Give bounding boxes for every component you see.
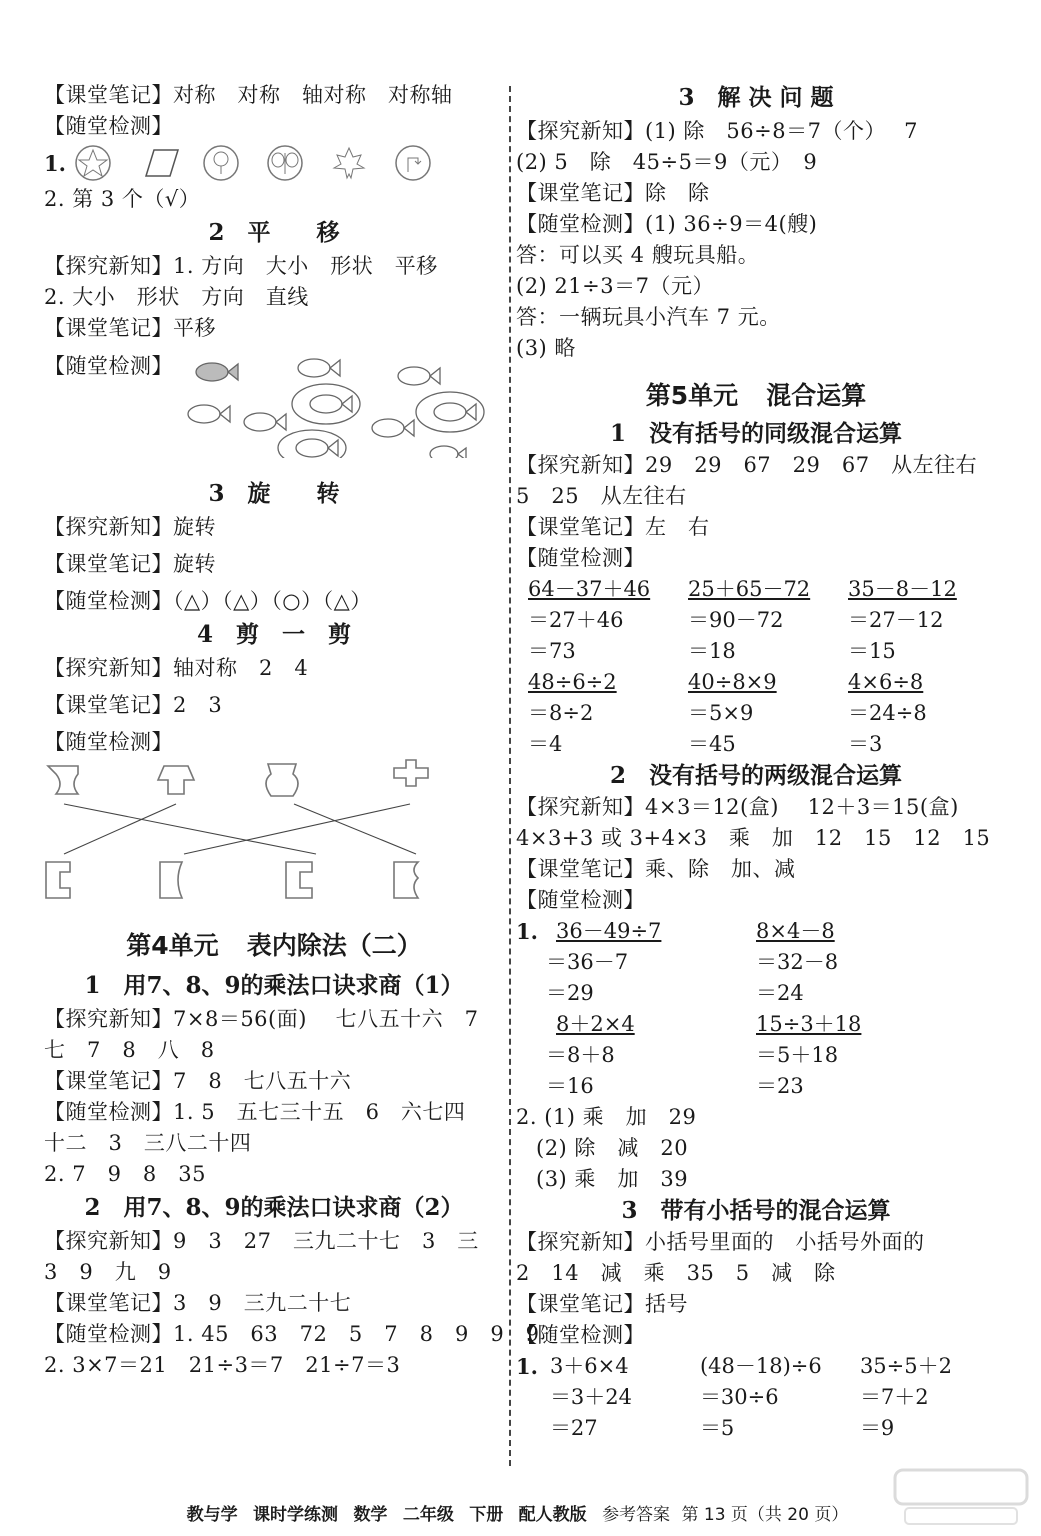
text-line: 3 9 九 9 <box>44 1260 172 1284</box>
text-line: 【探究新知】9 3 27 三九二十七 3 三 <box>44 1229 479 1253</box>
calc-step: ＝7＋2 <box>859 1385 929 1409</box>
calc-step: 4×6÷8 <box>848 670 924 694</box>
text-line: 【随堂检测】(1) 36÷9＝4(艘) <box>516 212 818 236</box>
footer-page-number: 第 13 页（共 20 页） <box>681 1505 849 1525</box>
text-line: 答：一辆玩具小汽车 7 元。 <box>516 305 781 329</box>
section-title: 3 带有小括号的混合运算 <box>621 1197 891 1224</box>
item-number: 1. <box>516 919 538 944</box>
calc-step: 64－37＋46 <box>528 577 651 601</box>
text-line: 2. (1) 乘 加 29 <box>516 1105 697 1129</box>
calc-step: ＝18 <box>688 639 736 663</box>
calc-step: 8×4－8 <box>756 919 835 943</box>
text-line: 【课堂笔记】括号 <box>516 1292 688 1316</box>
section-title: 2 用7、8、9的乘法口诀求商（2） <box>84 1194 464 1221</box>
text-line: 十二 3 三八二十四 <box>44 1131 252 1155</box>
unit-number: 第4单元 <box>126 931 219 960</box>
section-title: 2 平 移 <box>208 219 340 246</box>
calc-step: ＝9 <box>859 1416 895 1440</box>
text-line: 【探究新知】29 29 67 29 67 从左往右 <box>516 453 978 477</box>
calc-block-3 <box>516 1351 996 1444</box>
text-line: 【随堂检测】（△）（△）（○）（△） <box>44 589 372 613</box>
unit-name: 表内除法（二） <box>246 931 422 960</box>
text-line: 【课堂笔记】旋转 <box>44 552 216 576</box>
calc-step: ＝27 <box>549 1416 598 1440</box>
footer-series: 课时学练测 <box>253 1505 339 1525</box>
calc-step: ＝8＋8 <box>546 1043 615 1067</box>
text-line: 5 25 从左往右 <box>516 484 687 508</box>
text-line: 【随堂检测】 <box>44 353 173 378</box>
calc-step: ＝5 <box>699 1416 735 1440</box>
watermark-logo-icon <box>891 1466 1031 1528</box>
maple-leaf-figure-icon <box>326 144 372 182</box>
parallelogram-figure-icon <box>134 144 180 182</box>
calc-step: ＝73 <box>528 639 576 663</box>
text-line: 2. 大小 形状 方向 直线 <box>44 285 309 309</box>
footer-label: 参考答案 <box>602 1505 671 1525</box>
calc-step: ＝15 <box>848 639 896 663</box>
cut-pattern-matching-figure <box>44 758 504 908</box>
calc-step: ＝27＋46 <box>528 608 624 632</box>
text-line: 4×3+3 或 3+4×3 乘 加 12 15 12 15 <box>516 826 991 850</box>
text-line: 【课堂笔记】对称 对称 轴对称 对称轴 <box>44 83 453 107</box>
text-line: 【随堂检测】 <box>516 1323 645 1347</box>
text-line: 答：可以买 4 艘玩具船。 <box>516 243 760 267</box>
text-line: (3) 略 <box>516 336 576 360</box>
calc-step: 15÷3＋18 <box>756 1012 862 1036</box>
calc-step: ＝5＋18 <box>756 1043 839 1067</box>
calc-step: 8＋2×4 <box>556 1012 635 1036</box>
right-column <box>516 80 996 1444</box>
text-line: 【随堂检测】 <box>44 730 173 754</box>
calc-step: ＝24÷8 <box>848 701 927 725</box>
text-line: 【随堂检测】 <box>516 888 645 912</box>
calc-step: ＝29 <box>546 981 594 1005</box>
text-line: 【课堂笔记】左 右 <box>516 515 710 539</box>
section-title: 3 解 决 问 题 <box>678 84 834 111</box>
left-column <box>44 80 540 1381</box>
text-line: 【探究新知】轴对称 2 4 <box>44 656 309 680</box>
text-line: 【探究新知】小括号里面的 小括号外面的 <box>516 1230 925 1254</box>
unit-number: 第5单元 <box>645 381 739 410</box>
text-line: (2) 21÷3＝7（元） <box>516 274 714 298</box>
calc-step: ＝5×9 <box>688 701 754 725</box>
text-line: 【随堂检测】1. 45 63 72 5 7 8 9 9 9 <box>44 1322 540 1346</box>
footer-brand: 教与学 <box>186 1505 238 1525</box>
text-line: 【课堂笔记】2 3 <box>44 693 223 717</box>
calc-step: ＝36－7 <box>546 950 629 974</box>
text-line: 【探究新知】旋转 <box>44 515 216 539</box>
star-figure-icon <box>70 144 116 182</box>
text-line: 【课堂笔记】乘、除 加、减 <box>516 857 796 881</box>
butterfly-figure-icon <box>262 144 308 182</box>
text-line: 【课堂笔记】平移 <box>44 316 216 340</box>
calc-grid-2 <box>546 916 966 1102</box>
text-line: (3) 乘 加 39 <box>536 1167 689 1191</box>
symmetry-figures-row <box>44 142 504 184</box>
item-number: 1. <box>44 150 66 176</box>
unit-title <box>516 374 996 418</box>
text-line: 2. 7 9 8 35 <box>44 1162 207 1186</box>
text-line: 2. 3×7＝21 21÷3＝7 21÷7＝3 <box>44 1353 401 1377</box>
calc-step: ＝90－72 <box>688 608 784 632</box>
calc-step: ＝4 <box>528 732 563 756</box>
item-number: 1. <box>516 1354 538 1379</box>
footer-edition: 配人教版 <box>518 1505 587 1525</box>
text-line: (2) 除 减 20 <box>536 1136 689 1160</box>
section-title: 4 剪 一 剪 <box>196 621 351 648</box>
unit-title <box>44 924 504 968</box>
section-title: 1 没有括号的同级混合运算 <box>609 420 902 447</box>
text-line: (2) 5 除 45÷5＝9（元） 9 <box>516 150 818 174</box>
calc-block-2 <box>516 916 996 1102</box>
calc-step: 3＋6×4 <box>549 1354 629 1378</box>
footer-grade: 二年级 <box>402 1505 454 1525</box>
unit-name: 混合运算 <box>766 381 867 410</box>
calc-step: ＝3＋24 <box>549 1385 633 1409</box>
calc-step: 35÷5＋2 <box>859 1354 952 1378</box>
tree-figure-icon <box>198 144 244 182</box>
sign-figure-icon <box>390 144 436 182</box>
column-divider <box>509 86 511 1466</box>
calc-step: 35－8－12 <box>848 577 957 601</box>
section-title: 3 旋 转 <box>208 480 340 507</box>
text-line: 【课堂笔记】7 8 七八五十六 <box>44 1069 352 1093</box>
text-line: 【随堂检测】1. 5 五七三十五 6 六七四 <box>44 1100 466 1124</box>
text-line: 【随堂检测】 <box>516 546 645 570</box>
section-title: 2 没有括号的两级混合运算 <box>609 762 902 789</box>
text-line: 2. 第 3 个（√） <box>44 187 201 211</box>
text-line: 七 7 8 八 8 <box>44 1038 215 1062</box>
calc-step: ＝16 <box>546 1074 594 1098</box>
calc-grid-3 <box>538 1351 998 1444</box>
text-line: 【随堂检测】 <box>44 114 173 138</box>
calc-step: ＝45 <box>688 732 736 756</box>
calc-step: ＝23 <box>756 1074 804 1098</box>
footer-subject: 数学 <box>353 1505 388 1525</box>
section-title: 1 用7、8、9的乘法口诀求商（1） <box>84 972 464 999</box>
text-line: 【探究新知】(1) 除 56÷8＝7（个） 7 <box>516 119 918 143</box>
page-footer <box>0 1500 1041 1525</box>
calc-grid-1 <box>516 574 996 760</box>
calc-step: 36－49÷7 <box>556 919 662 943</box>
calc-step: ＝27－12 <box>848 608 944 632</box>
text-line: 【探究新知】4×3＝12(盒) 12＋3＝15(盒) <box>516 795 959 819</box>
text-line: 【课堂笔记】3 9 三九二十七 <box>44 1291 352 1315</box>
calc-step: ＝24 <box>756 981 804 1005</box>
footer-volume: 下册 <box>469 1505 504 1525</box>
calc-step: 48÷6÷2 <box>528 670 617 694</box>
calc-step: ＝3 <box>848 732 883 756</box>
text-line: 【探究新知】7×8＝56(面) 七八五十六 7 <box>44 1007 479 1031</box>
calc-step: 40÷8×9 <box>688 670 777 694</box>
calc-step: ＝32－8 <box>756 950 839 974</box>
text-line: 【探究新知】1. 方向 大小 形状 平移 <box>44 254 438 278</box>
text-line: 【课堂笔记】除 除 <box>516 181 710 205</box>
calc-step: ＝30÷6 <box>699 1385 779 1409</box>
calc-step: ＝8÷2 <box>528 701 594 725</box>
calc-step: 25＋65－72 <box>688 577 811 601</box>
calc-step: (48－18)÷6 <box>699 1354 822 1378</box>
text-line: 2 14 减 乘 35 5 减 除 <box>516 1261 836 1285</box>
